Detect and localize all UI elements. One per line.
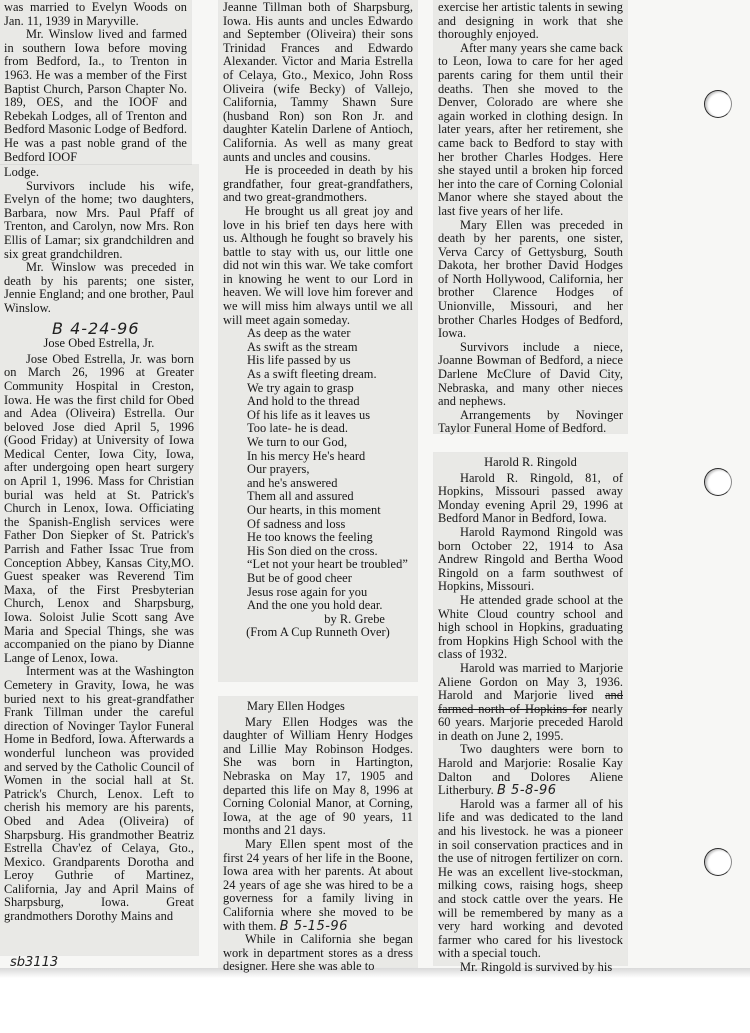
clipping-hodges-continued	[434, 0, 627, 436]
handwritten-date-estrella: B 4-24-96	[52, 318, 140, 338]
binder-hole-middle	[704, 468, 732, 496]
hodges-birth-death: Mary Ellen Hodges was the daughter of William Henry Hodges and Lillie May Robinson Hodges. She was born in Hartington, Nebraska on May 17, 1905 and departed this life on May 8, 1996 at Corning Colonial Manor, at Corning, Iowa, at the age of 90 years, 11 months and 21 days.	[223, 714, 413, 838]
obituary-title-estrella: Jose Obed Estrella, Jr.	[43, 336, 155, 351]
winslow-career: Mr. Winslow lived and farmed in southern Iowa before moving from Bedford, Ia., to Trenton in 1963. He was a member of the First Baptist Church, Parson Chapter No. 189, OES, and the IOOF and Rebekah Lodges, all of Trenton and Bedford Masonic Lodge of Bedford. He was a past noble grand of the Bedford IOOF	[4, 27, 187, 164]
poem-line: and he's answered	[247, 475, 338, 490]
memorial-poem-end	[223, 572, 413, 613]
poem-line: And the one you hold dear.	[247, 598, 383, 613]
binder-hole-top	[704, 90, 732, 118]
estrella-relatives: Jeanne Tillman both of Sharpsburg, Iowa. His aunts and uncles Edwardo and September (Oliveira) their sons Trinidad Frances and Edwardo Alexander. Victor and Maria Estrella of Celaya, Gto., Mexico, John Ross Oliveira (wife Becky) of Vallejo, California, Tammy Shawn Sure (husband Ron) son Ron Jr. and daughter Katelin Darlene of Antioch, California. As well as many great aunts and uncles and cousins.	[223, 0, 413, 164]
obituary-title-hodges: Mary Ellen Hodges	[247, 699, 345, 713]
hodges-survivors: Survivors include a niece, Joanne Bowman of Bedford, a niece Darlene McClure of David City, Nebraska, and many other nieces and nephews.	[438, 339, 623, 409]
winslow-survivors: Survivors include his wife, Evelyn of the home; two daughters, Barbara, now Mrs. Paul Pfaff of Trenton, and Carolyn, now Mrs. Ron Ellis of Lamar; six grandchildren and six great grandchildren.	[4, 178, 194, 261]
poem-line: He too knows the feeling	[247, 530, 373, 545]
hodges-california: While in California she began work in department stores as a dress designer. Here she was able to	[223, 932, 413, 974]
poem-line: Of sadness and loss	[247, 516, 346, 531]
poem-line: Too late- he is dead.	[247, 421, 348, 436]
poem-line: Of his life as it leaves us	[247, 407, 371, 422]
poem-line: As swift as the stream	[247, 339, 358, 354]
poem-line: We turn to our God,	[247, 435, 348, 449]
estrella-tribute: He brought us all great joy and love in his brief ten days here with us. Although he fought so bravely his battle to stay with us, our little one did not win this war. We take comfort in knowing he went to our Lord in heaven. We will love him forever and we will miss him always until we all will meet again someday.	[223, 203, 413, 327]
binder-hole-bottom	[704, 848, 732, 876]
estrella-birth-death: Jose Obed Estrella, Jr. was born on March 26, 1996 at Greater Community Hospital in Creston, Iowa. He was the first child for Obed and Adea (Oliveira) Estrella. Our beloved Jose died April 5, 1996 (Good Friday) at University of Iowa Medical Center, Iowa City, Iowa, after undergoing open heart surgery on April 1, 1996. Mass for Christian burial was held at St. Patrick's Church in Lenox, Iowa. Officiating the Spanish-English services were Father Don Siepker of St. Patrick's Parrish and Father Issac True from Conception Abbey, Kansas City,MO. Guest speaker was Reverend Tim Maxa, of the First Presbyterian Church, Lenox and Sharpsburg, Iowa. Soloist Julie Scott sang Ave Maria and Special Things, she was accompanied on the piano by Dianne Lange of Lenox, Iowa.	[4, 351, 194, 665]
clipping-winslow-top	[0, 0, 191, 164]
poem-line: And hold to the thread	[247, 394, 360, 409]
estrella-preceded: He is proceeded in death by his grandfather, four great-grandfathers, and two great-grandmothers.	[223, 163, 413, 205]
hodges-preceded: Mary Ellen was preceded in death by her parents, one sister, Verva Carcy of Gettysburg, South Dakota, her brother David Hodges of North Hollywood, California, her brother Clarence Hodges of Unionville, Missouri, and her brother Charles Hodges of Bedford, Iowa.	[438, 217, 623, 341]
poem-source: (From A Cup Runneth Over)	[246, 625, 390, 640]
poem-line: In his mercy He's heard	[247, 448, 366, 463]
winslow-marriage: was married to Evelyn Woods on Jan. 11, 1939 in Maryville.	[4, 0, 187, 28]
poem-line: We try again to grasp	[247, 380, 354, 395]
poem-line: As a swift fleeting dream.	[247, 367, 377, 382]
clipping-hodges	[219, 697, 417, 974]
memorial-poem	[223, 327, 413, 558]
handwritten-date-hodges: B 5-15-96	[279, 918, 348, 934]
ringold-marriage	[438, 662, 623, 744]
estrella-interment: Interment was at the Washington Cemetery in Gravity, Iowa, he was buried next to his great-grandfather Frank Tillman under the careful direction of Novinger Taylor Funeral Home in Bedford, Iowa. Afterwards a wonderful luncheon was provided and served by the Catholic Council of Women in the social hall at St. Patrick's Church, Lenox. Left to cherish his memory are his parents, Obed and Adea (Oliveira) of Sharpsburg. His grandmother Beatriz Estrella Chav'ez of Celaya, Gto., Mexico. Grandparents Dorotha and Leroy Guthrie of Martinez, California, Jay and April Mains of Sharpsburg, Iowa. Great grandmothers Dorothy Mains and	[4, 664, 194, 924]
poem-line: Our hearts, in this moment	[247, 502, 381, 517]
ringold-marriage-struck: and farmed north of Hopkins for	[438, 688, 623, 716]
ringold-school: He attended grade school at the White Cloud country school and high school in Hopkins, graduating from Hopkins High School with the class of 1932.	[438, 592, 623, 662]
hodges-later-years: After many years she came back to Leon, Iowa to care for her aged parents caring for them until their deaths. Then she moved to the Denver, Colorado are where she again worked in clothing design. In later years, after her retirement, she came back to Bedford to stay with her brother Charles Hodges. Here she stayed until a broken hip forced her into the care of Corning Colonial Manor where she stayed about the last five years of her life.	[438, 40, 623, 218]
poem-line: But be of good cheer	[247, 570, 352, 585]
ringold-daughters-text: Two daughters were born to Harold and Marjorie: Rosalie Kay Dalton and Dolores Aliene Litherbury.	[438, 742, 623, 798]
ringold-marriage-a: Harold was married to Marjorie Aliene Gordon on May 3, 1936. Harold and Marjorie lived	[438, 660, 623, 703]
hodges-early-life-text: Mary Ellen spent most of the first 24 years of her life in the Boone, Iowa area with her parents. At about 24 years of age she was hired to be a governess for a family living in California where she moved to be with them.	[223, 836, 413, 933]
hodges-arrangements: Arrangements by Novinger Taylor Funeral Home of Bedford.	[438, 407, 623, 436]
clipping-estrella	[0, 165, 198, 955]
ringold-marriage-b: nearly 60 years. Marjorie preceded Harold in death on June 2, 1995.	[438, 701, 623, 743]
ringold-birth: Harold Raymond Ringold was born October 22, 1914 to Asa Andrew Ringold and Bertha Wood Ringold on a farm southwest of Hopkins, Missouri.	[438, 524, 623, 594]
poem-line: Our prayers,	[247, 462, 310, 477]
winslow-preceded: Mr. Winslow was preceded in death by his parents; one sister, Jennie England; and one brother, Paul Winslow.	[4, 260, 194, 315]
poem-line: His life passed by us	[247, 353, 351, 368]
ringold-daughters	[438, 743, 623, 797]
obituary-title-ringold: Harold R. Ringold	[484, 455, 577, 469]
clipping-estrella-continued	[219, 0, 417, 681]
hodges-sewing: exercise her artistic talents in sewing and designing in work that she thoroughly enjoyed.	[438, 0, 623, 42]
clipping-ringold	[434, 453, 627, 974]
poem-line: His Son died on the cross.	[247, 543, 378, 558]
hodges-early-life	[223, 838, 413, 933]
ringold-farming: Harold was a farmer all of his life and was dedicated to the land and his livestock. he was a pioneer in soil conservation practices and in the use of nitrogen fertilizer on corn. He was an excellent live-stockman, milking cows, raising hogs, sheep and stock cattle over the years. He will be remembered by many as a very hard working and devoted farmer who cared for his livestock with a special touch.	[438, 796, 623, 961]
ringold-survivors: Mr. Ringold is survived by his	[460, 959, 613, 974]
handwritten-reference-number: sb3113	[10, 955, 59, 970]
winslow-lodge: Lodge.	[4, 165, 40, 179]
poem-line: Them all and assured	[247, 489, 354, 504]
ringold-death: Harold R. Ringold, 81, of Hopkins, Missouri passed away Monday evening April 29, 1996 at Bedford Manor in Bedford, Iowa.	[438, 470, 623, 526]
poem-line-wrapped: “Let not your heart be troubled”	[247, 557, 408, 572]
poem-line: Jesus rose again for you	[247, 584, 368, 599]
poem-byline: by R. Grebe	[324, 611, 385, 626]
poem-line: As deep as the water	[247, 326, 351, 341]
handwritten-date-ringold: B 5-8-96	[497, 783, 557, 799]
